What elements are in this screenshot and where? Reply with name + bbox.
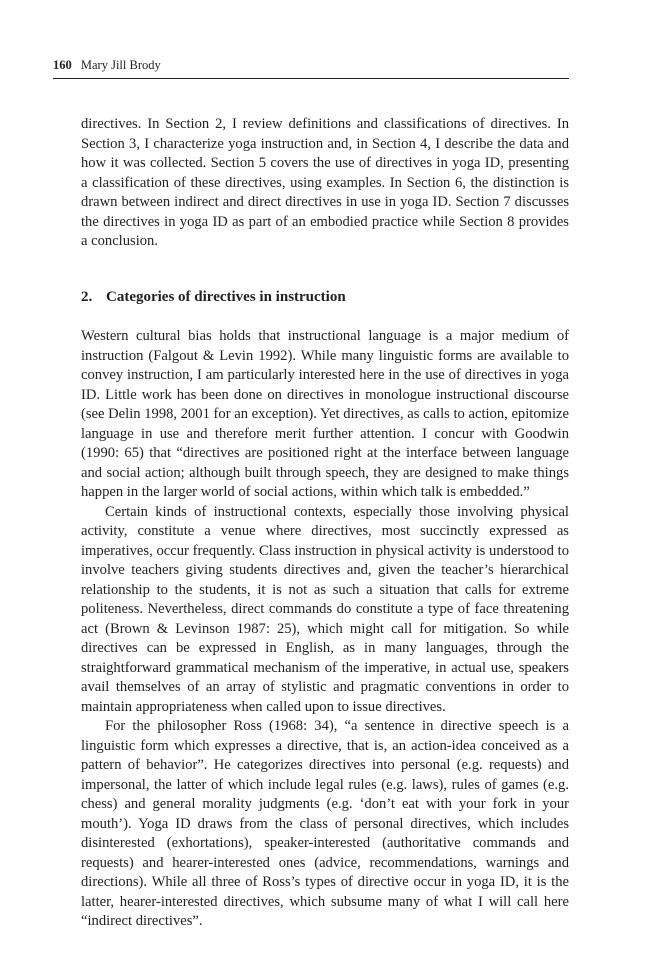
intro-paragraph-block bbox=[81, 115, 569, 252]
paragraph: For the philosopher Ross (1968: 34), “a sentence in directive speech is a linguistic form which expresses a directive, that is, an action-idea conceived as a pattern of behavior”. He categorizes directives into personal (e.g. requests) and impersonal, the latter of which include legal rules (e.g. laws), rules of games (e.g. chess) and general morality judgments (e.g. ‘don’t eat with your fork in your mouth’). Yoga ID draws from the class of personal directives, which includes disinterested (exhortations), speaker-interested (authoritative commands and requests) and hearer-interested ones (advice, recommendations, warnings and directions). While all three of Ross’s types of directive occur in yoga ID, it is the latter, hearer-interested directives, which subsume many of what I will call here “indirect directives”. bbox=[81, 718, 569, 929]
section-title: Categories of directives in instruction bbox=[106, 289, 346, 305]
page-number: 160 bbox=[53, 58, 72, 72]
section-number: 2. bbox=[81, 289, 93, 305]
running-header-author: Mary Jill Brody bbox=[80, 58, 161, 72]
intro-paragraph: directives. In Section 2, I review definitions and classifications of directives. In Section 3, I characterize yoga instruction and, in Section 4, I describe the data and how it was collected. Section 5 covers the use of directives in yoga ID, presenting a classification of these directives, using examples. In Section 6, the distinction is drawn between indirect and direct directives in use in yoga ID. Section 7 discusses the directives in yoga ID as part of an embodied practice while Section 8 provides a conclusion. bbox=[81, 116, 569, 249]
section-body bbox=[81, 327, 569, 932]
paragraph: Western cultural bias holds that instructional language is a major medium of instruction (Falgout & Levin 1992). While many linguistic forms are available to convey instruction, I am particularly interested here in the use of directives in yoga ID. Little work has been done on directives in monologue instructional discourse (see Delin 1998, 2001 for an exception). Yet directives, as calls to action, epitomize language in use and therefore merit further attention. I concur with Goodwin (1990: 65) that “directives are positioned right at the interface between language and social action; although built through speech, they are designed to make things happen in the larger world of social actions, within which talk is embedded.” bbox=[81, 328, 569, 500]
paragraph: Certain kinds of instructional contexts, especially those involving physical activity, constitute a venue where directives, most succinctly expressed as imperatives, occur frequently. Class instruction in physical activity is understood to involve teachers giving students directives and, given the teacher’s hierarchical relationship to the students, it is not as such a situation that calls for extreme politeness. Nevertheless, direct commands do constitute a type of face threatening act (Brown & Levinson 1987: 25), which might call for mitigation. So while directives can be expressed in English, as in many languages, through the straightforward grammatical mechanism of the imperative, in actual use, speakers avail themselves of an array of stylistic and pragmatic conventions in order to maintain appropriateness when called upon to issue directives. bbox=[81, 503, 569, 715]
section-heading bbox=[81, 289, 569, 306]
running-header bbox=[53, 58, 569, 79]
